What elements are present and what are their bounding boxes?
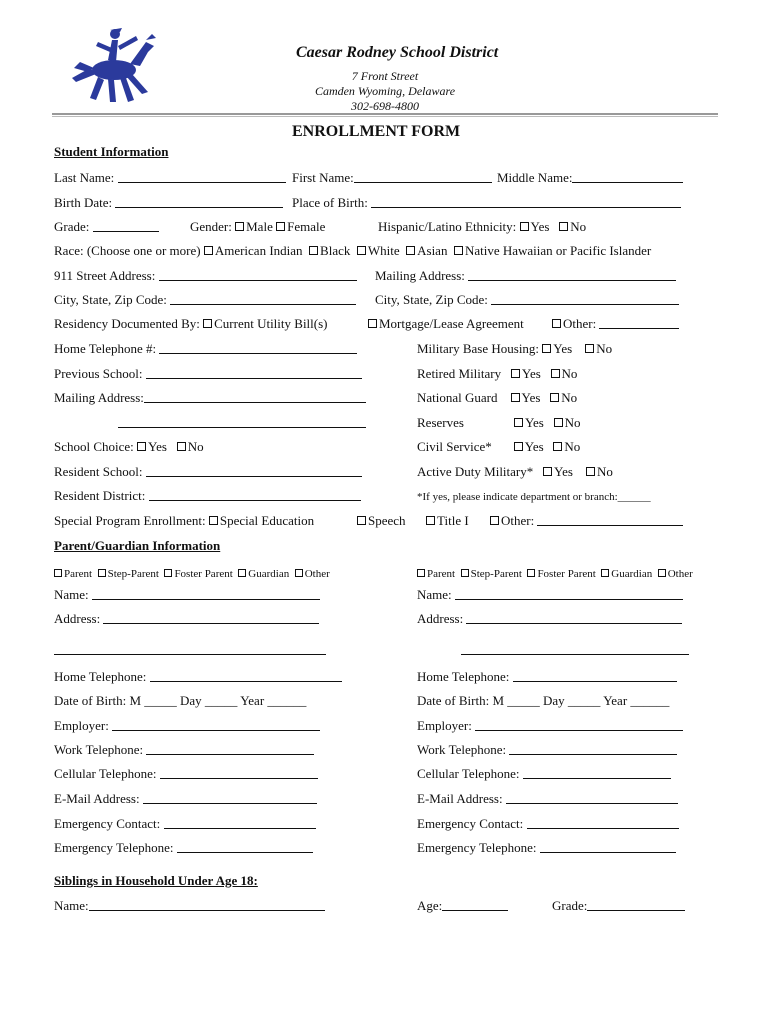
special-option-label: Title I [437,513,469,528]
special-other-option[interactable] [490,513,683,529]
sibling-age-field[interactable] [417,898,508,914]
special-option-label: Speech [368,513,406,528]
g2-emergency-contact-field[interactable] [417,816,679,832]
yes-label: Yes [530,219,550,234]
male-label: Male [246,219,273,234]
civil-yes-checkbox[interactable] [514,442,523,451]
yes-label: Yes [524,439,544,454]
g2-address-field[interactable] [417,611,682,627]
resident-district-field[interactable] [54,488,361,504]
g1-email-field[interactable] [54,791,317,807]
guard-no-checkbox[interactable] [550,393,559,402]
residency-option-label: Current Utility Bill(s) [214,316,328,331]
yes-label: Yes [148,439,167,454]
mailing-address-line-2[interactable] [118,415,366,431]
school-city: Camden Wyoming, Delaware [314,84,456,98]
military-base-no-checkbox[interactable] [585,344,594,353]
military-base-label: Military Base Housing: [417,341,540,356]
mailing-address-2-field[interactable] [54,390,366,406]
female-label: Female [287,219,326,234]
no-label: No [187,439,204,454]
school-choice-group [54,439,204,455]
race-option-label: American Indian [214,243,303,258]
civil-service-label: Civil Service* [417,439,492,454]
relation-label: Step-Parent [470,568,522,580]
no-label: No [596,464,613,479]
female-checkbox[interactable] [276,222,285,231]
relation-label: Guardian [248,568,290,580]
middle-name-label: Middle Name: [497,170,573,185]
sibling-name-label: Name: [54,898,89,913]
g1-emergency-phone-field[interactable] [54,840,313,856]
middle-name-field[interactable] [497,170,683,186]
male-checkbox[interactable] [235,222,244,231]
civil-service-group [417,439,580,455]
race-label: Race: (Choose one or more) [54,243,201,258]
g2-email-field[interactable] [417,791,678,807]
civil-no-checkbox[interactable] [553,442,562,451]
g1-home-phone-field[interactable] [54,669,342,685]
mailing-city-state-zip-field[interactable] [375,292,679,308]
birth-date-field[interactable] [54,195,283,211]
retired-military-label: Retired Military [417,366,502,381]
g2-other-checkbox[interactable] [658,569,666,577]
school-name: Caesar Rodney School District [296,44,499,61]
hispanic-group [378,219,586,235]
g2-emergency-contact-label: Emergency Contact: [417,816,524,831]
g1-dob-field[interactable]: Date of Birth: M _____ Day _____ Year ______ [54,693,307,708]
student-section-title: Student Information [54,144,169,159]
yes-label: Yes [554,464,573,479]
hispanic-yes-checkbox[interactable] [520,222,529,231]
mortgage-checkbox[interactable] [368,319,377,328]
g1-step-parent-checkbox[interactable] [98,569,106,577]
no-label: No [570,219,587,234]
school-choice-yes-checkbox[interactable] [137,442,146,451]
mailing-address-2-label: Mailing Address: [54,390,144,405]
title-one-option [426,513,469,529]
special-education-checkbox[interactable] [209,516,218,525]
sibling-name-field[interactable] [54,898,325,914]
g1-emergency-contact-label: Emergency Contact: [54,816,161,831]
g2-cell-phone-field[interactable] [417,766,671,782]
special-option-label: Special Education [219,513,315,528]
sibling-grade-label: Grade: [552,898,588,913]
school-street: 7 Front Street [351,69,419,83]
g2-cell-phone-label: Cellular Telephone: [417,766,520,781]
school-phone: 302-698-4800 [351,99,419,113]
special-program-label: Special Program Enrollment: [54,513,206,528]
g2-address-line-2[interactable] [461,642,689,658]
active-duty-group [417,464,613,480]
utility-bill-checkbox[interactable] [203,319,212,328]
retired-no-checkbox[interactable] [551,369,560,378]
g1-name-field[interactable] [54,587,320,603]
retired-military-group [417,366,577,382]
grade-field[interactable] [54,219,159,235]
g2-employer-label: Employer: [417,718,472,733]
yes-label: Yes [521,390,541,405]
no-label: No [561,390,578,405]
relation-label: Guardian [611,568,653,580]
no-label: No [564,439,581,454]
g1-address-field[interactable] [54,611,319,627]
g1-address-line-2[interactable] [54,642,326,658]
g2-foster-parent-checkbox[interactable] [527,569,535,577]
g2-work-phone-label: Work Telephone: [417,742,507,757]
race-white-checkbox[interactable] [357,246,366,255]
g1-emergency-phone-label: Emergency Telephone: [54,840,174,855]
race-asian-checkbox[interactable] [406,246,415,255]
special-program-group [54,513,314,529]
active-no-checkbox[interactable] [586,467,595,476]
guardian1-relation-group [54,566,330,582]
yes-label: Yes [553,341,573,356]
race-option-label: Black [320,243,351,258]
street-address-label: 911 Street Address: [54,268,156,283]
no-label: No [561,366,578,381]
home-phone-field[interactable] [54,341,357,357]
school-choice-no-checkbox[interactable] [177,442,186,451]
branch-note[interactable]: *If yes, please indicate department or branch:______ [417,491,651,503]
mailing-address-label: Mailing Address: [375,268,465,283]
mailing-city-state-zip-label: City, State, Zip Code: [375,292,488,307]
race-option-label: Native Hawaiian or Pacific Islander [464,243,652,258]
g1-work-phone-field[interactable] [54,742,314,758]
race-group [54,243,651,259]
mailing-address-field[interactable] [375,268,676,284]
hispanic-no-checkbox[interactable] [559,222,568,231]
active-yes-checkbox[interactable] [543,467,552,476]
relation-label: Foster Parent [174,568,233,580]
home-phone-label: Home Telephone #: [54,341,157,356]
street-address-field[interactable] [54,268,357,284]
guardian2-relation-group [417,566,693,582]
g1-home-phone-label: Home Telephone: [54,669,147,684]
no-label: No [596,341,613,356]
no-label: No [564,415,581,430]
relation-label: Parent [64,568,93,580]
yes-label: Yes [524,415,544,430]
gender-group [190,219,325,235]
speech-option [357,513,406,529]
title-one-checkbox[interactable] [426,516,435,525]
first-name-label: First Name: [292,170,354,185]
header-divider [52,113,718,117]
g1-parent-checkbox[interactable] [54,569,62,577]
g2-dob-field[interactable]: Date of Birth: M _____ Day _____ Year ______ [417,693,670,708]
sibling-grade-field[interactable] [552,898,685,914]
grade-label: Grade: [54,219,90,234]
siblings-section-title: Siblings in Household Under Age 18: [54,873,258,888]
race-native-hawaiian-checkbox[interactable] [454,246,463,255]
special-other-checkbox[interactable] [490,516,499,525]
relation-label: Step-Parent [107,568,159,580]
place-of-birth-label: Place of Birth: [292,195,368,210]
city-state-zip-label: City, State, Zip Code: [54,292,167,307]
residency-option-label: Other: [563,316,597,331]
g1-email-label: E-Mail Address: [54,791,140,806]
g2-emergency-phone-label: Emergency Telephone: [417,840,537,855]
last-name-field[interactable] [54,170,286,186]
g2-name-field[interactable] [417,587,683,603]
g2-address-label: Address: [417,611,464,626]
resident-school-label: Resident School: [54,464,143,479]
reserves-group [417,415,581,431]
g1-foster-parent-checkbox[interactable] [164,569,172,577]
military-base-yes-checkbox[interactable] [542,344,551,353]
guardian-section-title: Parent/Guardian Information [54,538,221,553]
military-base-group [417,341,612,357]
retired-yes-checkbox[interactable] [511,369,520,378]
city-state-zip-field[interactable] [54,292,356,308]
g2-step-parent-checkbox[interactable] [461,569,469,577]
previous-school-label: Previous School: [54,366,143,381]
g2-guardian-checkbox[interactable] [601,569,609,577]
speech-checkbox[interactable] [357,516,366,525]
g1-other-checkbox[interactable] [295,569,303,577]
previous-school-field[interactable] [54,366,362,382]
last-name-label: Last Name: [54,170,115,185]
g2-home-phone-field[interactable] [417,669,677,685]
residency-group [54,316,328,332]
reserves-label: Reserves [417,415,464,430]
gender-label: Gender: [190,219,232,234]
g2-name-label: Name: [417,587,452,602]
active-duty-label: Active Duty Military* [417,464,534,479]
special-option-label: Other: [501,513,535,528]
g2-emergency-phone-field[interactable] [417,840,676,856]
race-option-label: Asian [417,243,448,258]
form-title: ENROLLMENT FORM [292,123,461,140]
resident-school-field[interactable] [54,464,362,480]
g2-parent-checkbox[interactable] [417,569,425,577]
residency-other-option[interactable] [552,316,679,332]
horse-rider-icon [68,22,160,106]
first-name-field[interactable] [292,170,492,186]
relation-label: Other [304,568,330,580]
relation-label: Foster Parent [537,568,596,580]
mortgage-option [368,316,524,332]
g2-home-phone-label: Home Telephone: [417,669,510,684]
g1-address-label: Address: [54,611,101,626]
g2-email-label: E-Mail Address: [417,791,503,806]
birth-date-label: Birth Date: [54,195,113,210]
guard-yes-checkbox[interactable] [511,393,520,402]
residency-other-checkbox[interactable] [552,319,561,328]
hispanic-label: Hispanic/Latino Ethnicity: [378,219,517,234]
reserves-yes-checkbox[interactable] [514,418,523,427]
residency-option-label: Mortgage/Lease Agreement [379,316,524,331]
g1-cell-phone-field[interactable] [54,766,318,782]
g1-name-label: Name: [54,587,89,602]
national-guard-label: National Guard [417,390,498,405]
g1-cell-phone-label: Cellular Telephone: [54,766,157,781]
resident-district-label: Resident District: [54,488,146,503]
g2-work-phone-field[interactable] [417,742,677,758]
national-guard-group [417,390,577,406]
residency-label: Residency Documented By: [54,316,200,331]
place-of-birth-field[interactable] [292,195,681,211]
sibling-age-label: Age: [417,898,443,913]
race-american-indian-checkbox[interactable] [204,246,213,255]
reserves-no-checkbox[interactable] [554,418,563,427]
race-black-checkbox[interactable] [309,246,318,255]
yes-label: Yes [521,366,541,381]
relation-label: Other [667,568,693,580]
race-option-label: White [367,243,400,258]
g1-employer-label: Employer: [54,718,109,733]
g2-employer-field[interactable] [417,718,683,734]
relation-label: Parent [427,568,456,580]
g1-work-phone-label: Work Telephone: [54,742,144,757]
g1-employer-field[interactable] [54,718,320,734]
school-choice-label: School Choice: [54,439,134,454]
g1-guardian-checkbox[interactable] [238,569,246,577]
g1-emergency-contact-field[interactable] [54,816,316,832]
